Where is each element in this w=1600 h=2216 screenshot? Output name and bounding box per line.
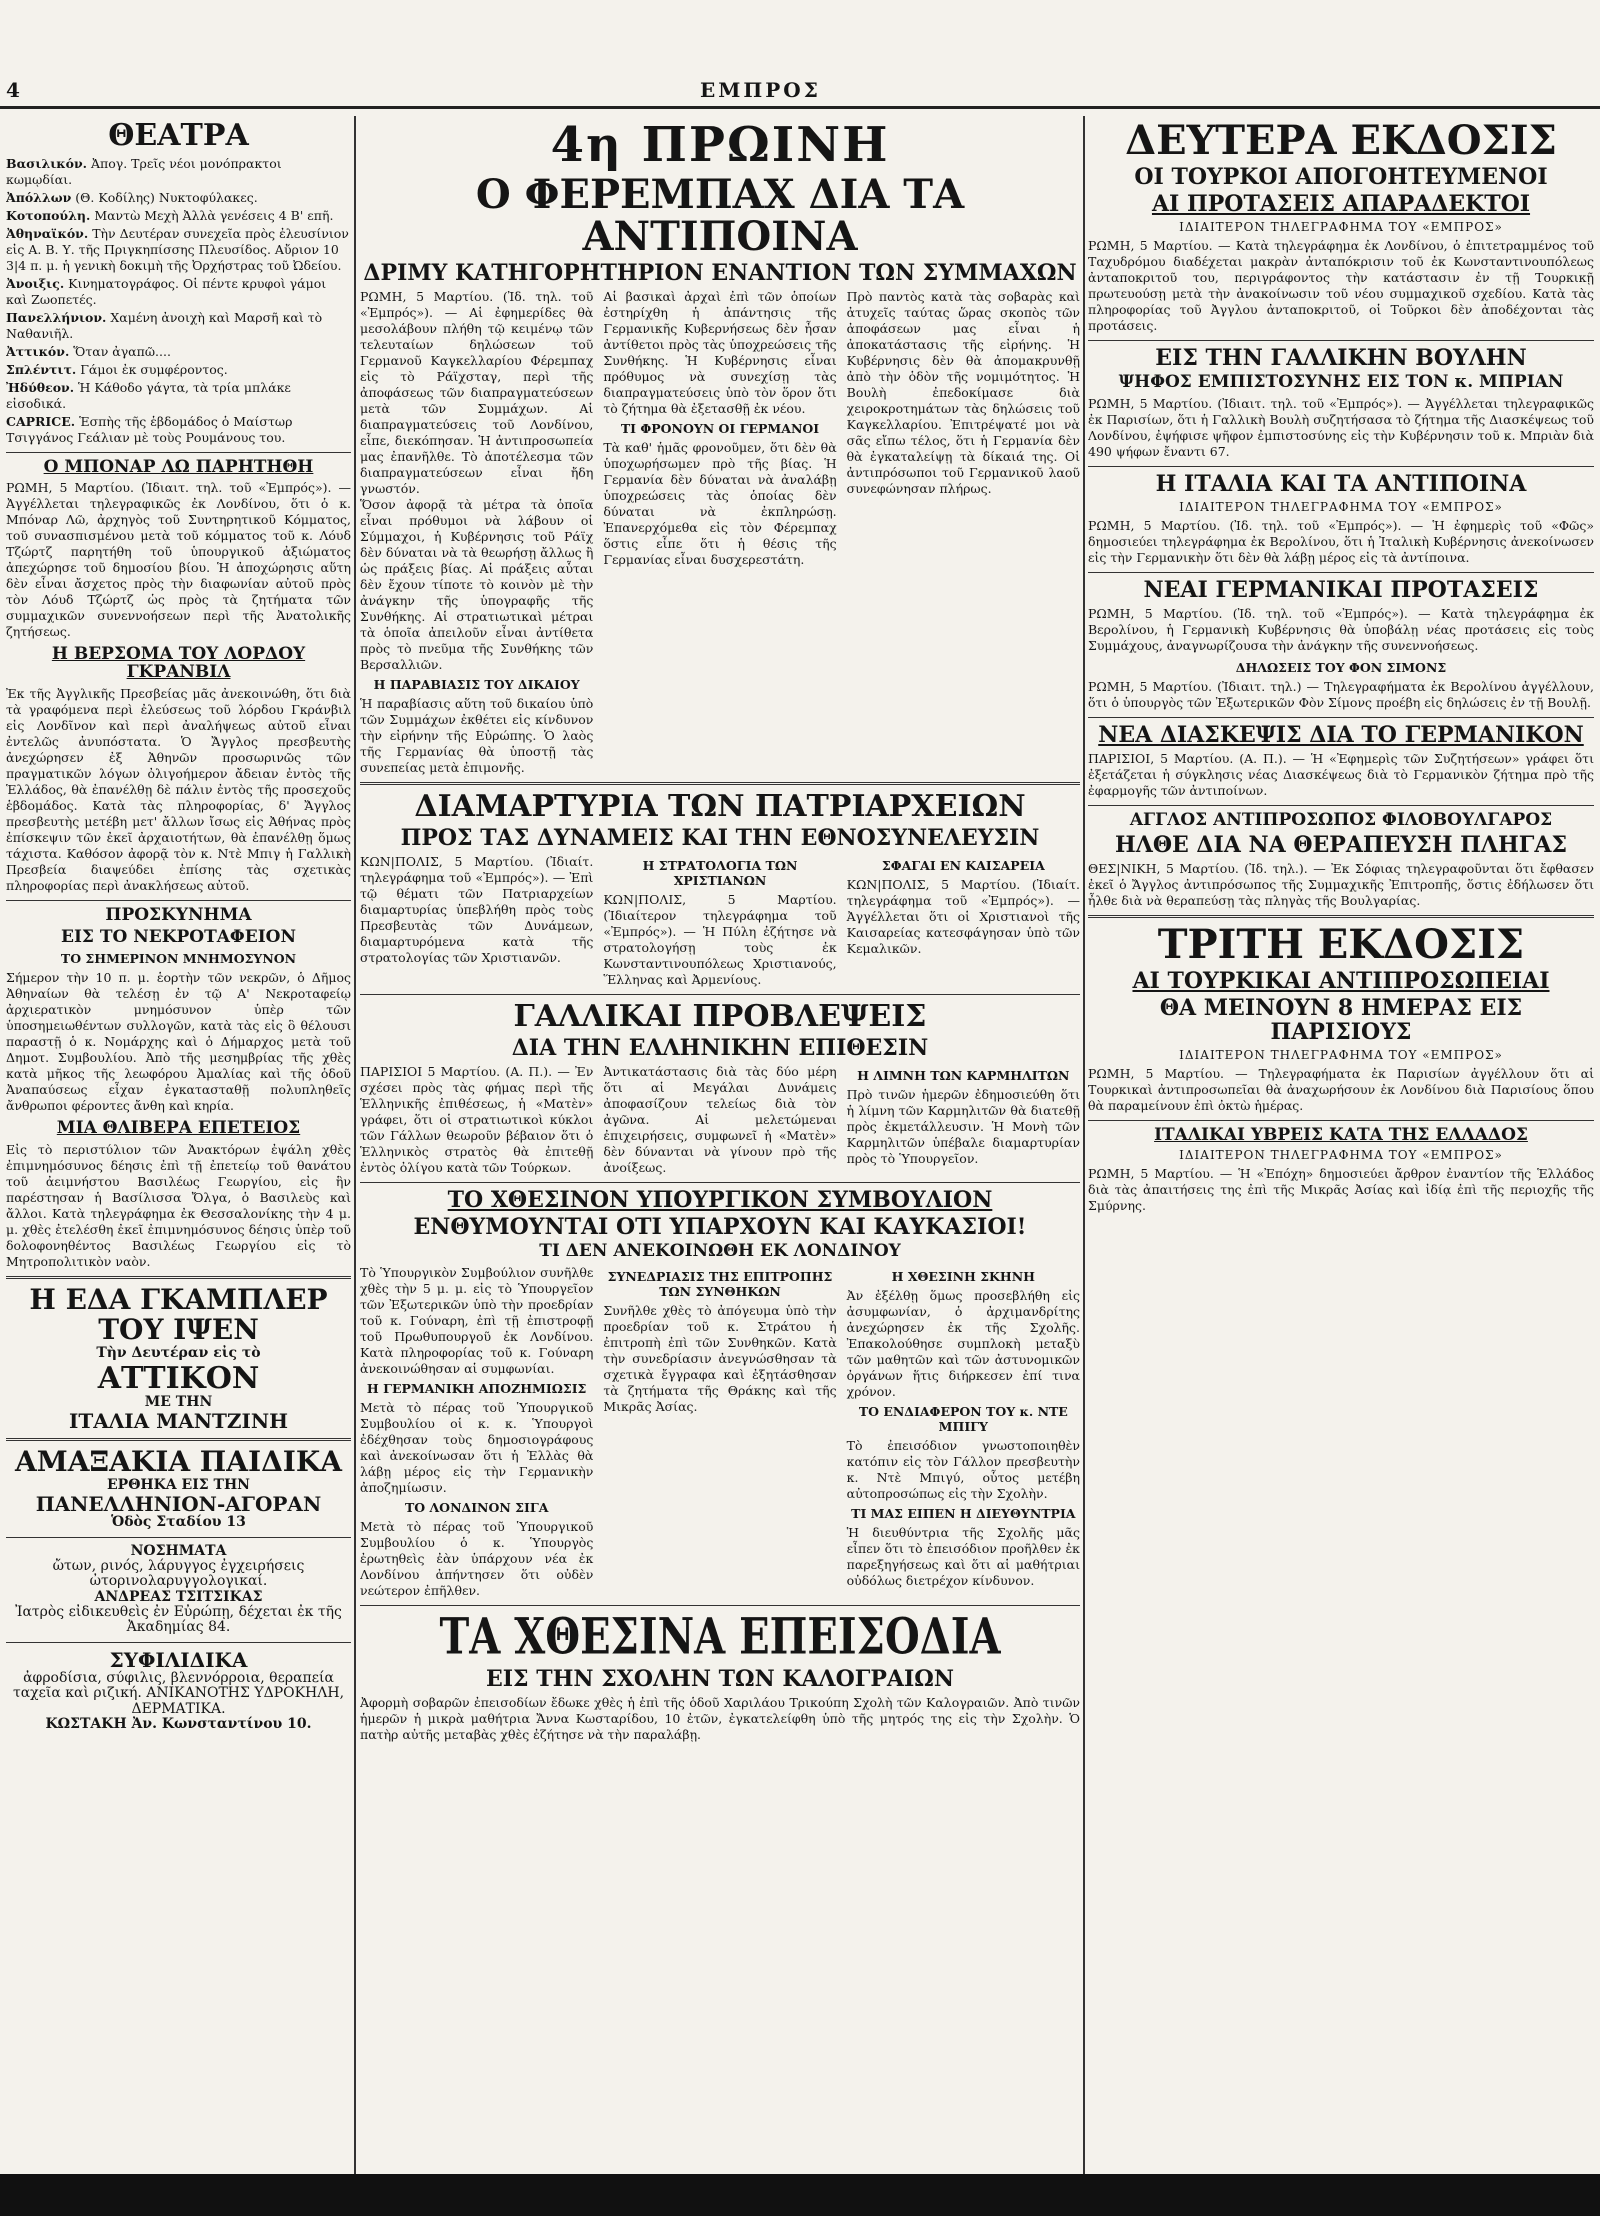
article-subheadline: ΕΙΣ ΤΗΝ ΣΧΟΛΗΝ ΤΩΝ ΚΑΛΟΓΡΑΙΩΝ — [486, 1665, 954, 1692]
edition-title: ΔΕΥΤΕΡΑ ΕΚΔΟΣΙΣ — [1125, 117, 1557, 164]
right-column — [1088, 116, 1594, 2174]
article-body: ΠΑΡΙΣΙΟΙ 5 Μαρτίου. (Α. Π.). — Ἐν σχέσει πρὸς τὰς φήμας περὶ τῆς Ἑλληνικῆς ἐπιθέσεως, ἡ «Ματὲν» γράφει, ὅτι οἱ στρατιωτικοὶ κύκλοι τῶν Γάλλων θεωροῦν βέβαιον ὅτι ὁ Ἑλληνικὸς στρατὸς θὰ ἐπιτεθῇ ἐντὸς ὀλίγου κατὰ τῶν Τούρκων. — [360, 1063, 594, 1175]
article-body: ΚΩΝ|ΠΟΛΙΣ, 5 Μαρτίου. (Ἰδιαίτ. τηλεγράφημα τοῦ «Ἐμπρός»). — Ἀγγέλλεται ὅτι οἱ Χριστιανοὶ τῆς Καισαρείας κατεσφάγησαν ὑπὸ τῶν Κεμαλικῶν. — [846, 877, 1080, 957]
article-body: Μετὰ τὸ πέρας τοῦ Ὑπουργικοῦ Συμβουλίου ὁ κ. Ὑπουργὸς ἐρωτηθεὶς ἐὰν ὑπάρχουν νέα ἐκ Λονδίνου ἀπήντησεν ὅτι οὐδὲν νεώτερον ἐπῆλθεν. — [360, 1518, 594, 1598]
theatre-entry: CAPRICE. Ἑσπὴς τῆς ἑβδομάδος ὁ Μαίστωρ Τσιγγάνος Γεάλιαν μὲ τοὺς Ρουμάνους του. — [6, 413, 293, 445]
edition-title: 4η ΠΡΩΙΝΗ — [550, 117, 890, 173]
article-subheadline: ΔΙΑ ΤΗΝ ΕΛΛΗΝΙΚΗΝ ΕΠΙΘΕΣΙΝ — [511, 1034, 929, 1061]
theatre-listings — [6, 156, 351, 446]
main-headline: Ο ΦΕΡΕΜΠΑΧ ΔΙΑ ΤΑ ΑΝΤΙΠΟΙΝΑ — [475, 171, 965, 261]
article-subheadline: ΕΙΣ ΤΟ ΝΕΚΡΟΤΑΦΕΙΟΝ — [61, 926, 296, 947]
article-body: Ὅσον ἀφορᾷ τὰ μέτρα τὰ ὁποῖα εἶναι πρόθυμοι νὰ λάβουν οἱ Σύμμαχοι, ἡ Κυβέρνησις τοῦ Ράϊχ δὲν δύναται νὰ τὰ θεωρήσῃ ἄλλως ἢ ὡς πράξεις βίας. Αἱ πράξεις αὗται δὲν ἔχουν τίποτε τὸ κοινὸν μὲ τὴν ἀνάγκην τῆς ὑπογραφῆς τῆς Συνθήκης. Αἱ στρατιωτικαὶ μέτραι τὰ ὁποῖα ἀπειλοῦν εἶναι ἀντίθετα πρὸς τὸ πνεῦμα τῆς Συνθήκης τῶν Βερσαλλιῶν. — [360, 497, 594, 673]
council-columns — [360, 1265, 1080, 1599]
article-body: ΠΑΡΙΣΙΟΙ, 5 Μαρτίου. (Α. Π.). — Ἡ «Ἐφημερὶς τῶν Συζητήσεων» γράφει ὅτι ἐξετάζεται ἡ σύγκλησις νέας Διασκέψεως διὰ τὸ Γερμανικὸν ζήτημα πρὸ τῆς ἐφαρμογῆς τῶν ἀντιποίνων. — [1088, 751, 1594, 799]
article-body: ΡΩΜΗ, 5 Μαρτίου. — Ἡ «Ἐπόχη» δημοσιεύει ἄρθρον ἐναντίον τῆς Ἑλλάδος διὰ τὰς ἀπαιτήσεις της ἐπὶ τῆς Μικρᾶς Ἀσίας καὶ ἰδίᾳ ἐπὶ τῆς περιοχῆς τῆς Σμύρνης. — [1088, 1166, 1594, 1214]
article-body: ΡΩΜΗ, 5 Μαρτίου. (Ἰδιαιτ. τηλ.) — Τηλεγραφήματα ἐκ Βερολίνου ἀγγέλλουν, ὅτι ὁ ὑπουργὸς τῶν Ἐξωτερικῶν Φὸν Σίμονς προέβη εἰς δηλώσεις ἐν τῇ Βουλῇ. — [1088, 679, 1594, 711]
article-body: Ἀφορμὴ σοβαρῶν ἐπεισοδίων ἔδωκε χθὲς ἡ ἐπὶ τῆς ὁδοῦ Χαριλάου Τρικούπη Σχολὴ τῶν Καλογραιῶν. Ἀπὸ τινῶν ἡμερῶν ἡ μικρὰ μαθήτρια Ἄννα Κωσταρίδου, 10 ἐτῶν, ἐγκατελείφθη ὑπὸ τῆς μητρός της εἰς τὴν Σχολὴν. Ὁ πατὴρ αὐτῆς μεταβὰς χθὲς ἐζήτησε νὰ τὴν παραλάβῃ. — [360, 1694, 1080, 1742]
article-subheadline: ΕΝΘΥΜΟΥΝΤΑΙ ΟΤΙ ΥΠΑΡΧΟΥΝ ΚΑΙ ΚΑΥΚΑΣΙΟΙ! — [413, 1213, 1027, 1240]
theatre-entry: Ἠδύθεον. Ἡ Κάθοδο γάγτα, τὰ τρία μπλάκε εἰσοδικά. — [6, 379, 291, 411]
article-body: Ἡ διευθύντρια τῆς Σχολῆς μᾶς εἶπεν ὅτι τὸ ἐπεισόδιον προῆλθεν ἐκ παρεξηγήσεως καὶ ὅτι αἱ μαθήτριαι οὐδόλως διετρέχον κίνδυνον. — [846, 1524, 1080, 1588]
article-body: ΚΩΝ|ΠΟΛΙΣ, 5 Μαρτίου. (Ἰδιαίτερον τηλεγράφημα τοῦ «Ἐμπρός»). — Ἡ Πύλη ἐζήτησε νὰ στρατολογήσῃ τοὺς ἐκ Κωνσταντινουπόλεως Χριστιανούς, Ἕλληνας καὶ Ἀρμενίους. — [603, 892, 837, 988]
edition-title: ΤΡΙΤΗ ΕΚΔΟΣΙΣ — [1157, 921, 1525, 969]
article-headline: ΝΕΑ ΔΙΑΣΚΕΨΙΣ ΔΙΑ ΤΟ ΓΕΡΜΑΝΙΚΟΝ — [1098, 722, 1584, 749]
lead-article-columns — [360, 289, 1080, 776]
theatre-entry: Ἀθηναϊκόν. Τὴν Δευτέραν συνεχεῖα πρὸς ἐλευσίνιον εἰς Α. Β. Υ. τῆς Πριγκηπίσσης Πλευσίδος. Αὔριον 10 3|4 π. μ. ἡ γενικὴ δοκιμὴ τῆς Ὀρχήστρας τοῦ Ὠδείου. — [6, 225, 349, 273]
article-body: ΡΩΜΗ, 5 Μαρτίου. (Ἰδ. τηλ. τοῦ «Ἐμπρός»). — Κατὰ τηλεγράφημα ἐκ Βερολίνου, ἡ Γερμανικὴ Κυβέρνησις θὰ ὑποβάλῃ νέας προτάσεις εἰς τοὺς Συμμάχους, ἀναγνωρίζουσα τὴν ἀνάγκην τῆς συνεννοήσεως. — [1088, 606, 1594, 654]
article-body: ΡΩΜΗ, 5 Μαρτίου. (Ἰδιαιτ. τηλ. τοῦ «Ἐμπρός»). — Ἀγγέλλεται τηλεγραφικῶς ἐκ Λονδίνου, ὅτι ὁ κ. Μπόναρ Λῶ, ἀρχηγὸς τοῦ Συντηρητικοῦ Κόμματος, τοῦ συνασπισμένου μετὰ τοῦ κόμματος τοῦ κ. Λόυδ Τζώρτζ παρητήθη τοῦ ὑπουργικοῦ ἀξιώματος ἀπεχώρησε τοῦ δημοσίου βίου. Ἡ ἀποχώρησις αὕτη δὲν εἶναι ἄσχετος πρὸς τὴν διαφωνίαν αὐτοῦ πρὸς τὸν Λόυδ Τζώρτζ ὡς πρὸς τὰ ζητήματα τῶν συμμαχικῶν συνεννοήσεων περὶ τῆς Ἀνατολικῆς ζητήσεως. — [6, 480, 351, 640]
center-column — [360, 116, 1080, 2174]
dispatch-label: ΙΔΙΑΙΤΕΡΟΝ ΤΗΛΕΓΡΑΦΗΜΑ ΤΟΥ «ΕΜΠΡΟΣ» — [1179, 220, 1503, 235]
dispatch-label: ΙΔΙΑΙΤΕΡΟΝ ΤΗΛΕΓΡΑΦΗΜΑ ΤΟΥ «ΕΜΠΡΟΣ» — [1179, 1148, 1503, 1163]
page-number: 4 — [6, 78, 20, 102]
theatre-entry: Σπλέντιτ. Γάμοι ἐκ συμφέροντος. — [6, 361, 228, 377]
theatre-entry: Βασιλικόν. Ἀπογ. Τρεῖς νέοι μονόπρακτοι κωμῳδίαι. — [6, 155, 282, 187]
article-subheadline: ΔΗΛΩΣΕΙΣ ΤΟΥ ΦΟΝ ΣΙΜΟΝΣ — [1235, 660, 1447, 676]
article-body: Σήμερον τὴν 10 π. μ. ἑορτὴν τῶν νεκρῶν, ὁ Δῆμος Ἀθηναίων θὰ τελέσῃ ἐν τῷ Α' Νεκροταφείῳ ἀρχιερατικὸν μνημόσυνον ὑπὲρ τῶν ὑποσημειωθέντων συλλογῶν, κατὰ τὰς εἰς ὃ θέλουσι παραστῇ ὁ κ. Νομάρχης καὶ ὁ Δήμαρχος μετὰ τοῦ Δημοτ. Συμβουλίου. Ἀπὸ τῆς μεσημβρίας τῆς χθὲς κατὰ μῆκος τῆς λεωφόρου Ἀμαλίας καὶ τῆς ὁδοῦ Ἀναπαύσεως εἶχαν ἐγκατασταθῇ πολυπληθεῖς ἄνθρωποι φέροντες ἄνθη καὶ κηρία. — [6, 969, 351, 1113]
article-subheadline: ΨΗΦΟΣ ΕΜΠΙΣΤΟΣΥΝΗΣ ΕΙΣ ΤΟΝ κ. ΜΠΡΙΑΝ — [1118, 372, 1564, 393]
doctor-advertisement: ΝΟΣΗΜΑΤΑ ὤτων, ρινός, λάρυγγος ἐγχειρήσεις ὠτορινολαρυγγολογικαί. ΑΝΔΡΕΑΣ ΤΣΙΤΣΙΚΑΣ Ἰατρὸς εἰδικευθεὶς ἐν Εὐρώπῃ, δέχεται ἐκ τῆς Ἀκαδημίας 84. — [15, 1542, 342, 1636]
article-subheadline: ΠΡΟΣ ΤΑΣ ΔΥΝΑΜΕΙΣ ΚΑΙ ΤΗΝ ΕΘΝΟΣΥΝΕΛΕΥΣΙΝ — [400, 824, 1040, 851]
article-body: ΡΩΜΗ, 5 Μαρτίου. — Τηλεγραφήματα ἐκ Παρισίων ἀγγέλλουν ὅτι αἱ Τουρκικαὶ ἀντιπροσωπεῖαι θὰ ἀναχωρήσουν ἐκ Λονδίνου διὰ Παρισίους ὅπου θὰ παραμείνουν ἐπὶ ὀκτὼ ἡμέρας. — [1088, 1065, 1594, 1113]
article-body: Ἀντικατάστασις διὰ τὰς δύο μέρη ὅτι αἱ Μεγάλαι Δυνάμεις ἀποφασίζουν τελείως διὰ τὸν ἀγῶνα. Αἱ μελετώμεναι ἐπιχειρήσεις, συμφωνεῖ ἡ «Ματὲν» δὲν δύνανται νὰ γίνουν πρὸ τῆς ἀνοίξεως. — [603, 1063, 837, 1175]
article-subheadline: ΑΙ ΠΡΟΤΑΣΕΙΣ ΑΠΑΡΑΔΕΚΤΟΙ — [1151, 191, 1531, 218]
theatre-entry: Ἀπόλλων (Θ. Κοδίλης) Νυκτοφύλακες. — [6, 189, 258, 205]
article-body: Ἐκ τῆς Ἀγγλικῆς Πρεσβείας μᾶς ἀνεκοινώθη, ὅτι διὰ τὰ γραφόμενα περὶ ἐλεύσεως τοῦ λόρδου Γκράνβιλ εἰς Λονδῖνον καὶ περὶ ἀναλήψεως αὐτοῦ εἶναι ἐντελῶς ἀνυπόστατα. Ὁ Ἄγγλος πρεσβευτὴς ἀνεχώρησεν ἐξ Ἀθηνῶν προσωρινῶς τῶν πραγματικῶν λόγων ὀλιγοήμερον ἄδειαν ἐντὸς τῆς Ἑλλάδος, θὰ ἐπανέλθῃ δὲ πάλιν ἐντὸς τῆς προσεχοῦς ἑβδομάδος. Κατὰ τὰς πληροφορίας, δ' Ἄγγλος πρεσβευτὴς μετέβη μετ' ἄλλων ἴσως εἰς Ἀθήνας πρὸς ἐπίσκεψιν τῶν ἐκεῖ ἀρχαιοτήτων, θὰ ἐπανέλθῃ ὅμως τάχιστα. Καθόσον ἀφορᾷ τὸν κ. Ντὲ Μπιγ ἡ Γαλλικὴ Πρεσβεία διαψεύδει ἐπίσης τὰς σχετικὰς πληροφορίας περὶ ἀνακλήσεως αὐτοῦ. — [6, 686, 351, 894]
article-headline: ΕΙΣ ΤΗΝ ΓΑΛΛΙΚΗΝ ΒΟΥΛΗΝ — [1155, 345, 1527, 372]
article-subheadline: Η ΓΕΡΜΑΝΙΚΗ ΑΠΟΖΗΜΙΩΣΙΣ — [366, 1380, 587, 1396]
article-subheadline: ΗΛΘΕ ΔΙΑ ΝΑ ΘΕΡΑΠΕΥΣΗ ΠΛΗΓΑΣ — [1114, 832, 1568, 859]
column-divider-2 — [1083, 116, 1085, 2174]
theatres-title: ΘΕΑΤΡΑ — [108, 118, 249, 153]
article-headline: ΙΤΑΛΙΚΑΙ ΥΒΡΕΙΣ ΚΑΤΑ ΤΗΣ ΕΛΛΑΔΟΣ — [1154, 1124, 1528, 1145]
dispatch-label: ΙΔΙΑΙΤΕΡΟΝ ΤΗΛΕΓΡΑΦΗΜΑ ΤΟΥ «ΕΜΠΡΟΣ» — [1179, 1047, 1503, 1062]
article-headline: Η ΙΤΑΛΙΑ ΚΑΙ ΤΑ ΑΝΤΙΠΟΙΝΑ — [1155, 471, 1527, 498]
article-body: Εἰς τὸ περιστύλιον τῶν Ἀνακτόρων ἐψάλη χθὲς ἐπιμνημόσυνος δέησις ἐπὶ τῇ ἐπετείῳ τοῦ θανάτου τοῦ ἀειμνήστου Βασιλέως Γεωργίου, εἰς ἣν παρέστησαν ἡ Βασίλισσα Ὄλγα, ὁ Βασιλεὺς καὶ ἄλλοι. Κατὰ τηλεγράφημα ἐκ Θεσσαλονίκης τὴν 4 μ. μ. χθὲς ἐτελέσθη ἐκεῖ ἐπιμνημόσυνος δέησις ὑπὲρ τοῦ δολοφονηθέντος Βασιλέως Γεωργίου εἰς τὸ Μητροπολιτικὸν ναὸν. — [6, 1141, 351, 1269]
article-body: Πρὸ παντὸς κατὰ τὰς σοβαρὰς καὶ ἀτυχεῖς ταύτας ὥρας σκοπὸς τῶν ἀποφάσεων μας εἶναι ἡ ἀποκατάστασις τῆς εἰρήνης. Ἡ Κυβέρνησις δὲν θὰ ἀπομακρυνθῇ ἀπὸ τὴν ὁδὸν τῆς νομιμότητος. Ἡ Βουλὴ ἐπεδοκίμασε διὰ χειροκροτημάτων τὰς δηλώσεις τοῦ Καγκελλαρίου. Ἐπιτρέψατέ μοι νὰ σᾶς εἴπω τέλος, ὅτι ἡ Γερμανία δὲν θὰ ἐγκαταλείψῃ τὰ δίκαιά της. Οἱ ἀντιπρόσωποι τοῦ Γερμανικοῦ λαοῦ συνεφώνησαν πλήρως. — [846, 289, 1080, 497]
masthead — [0, 66, 1600, 116]
article-body: Τὸ Ὑπουργικὸν Συμβούλιον συνῆλθε χθὲς τὴν 5 μ. μ. εἰς τὸ Ὑπουργεῖον τῶν Ἐξωτερικῶν ὑπὸ τὴν προεδρίαν τοῦ κ. Γούναρη, ἐπὶ τῇ ἐπιστροφῇ τοῦ Πρωθυπουργοῦ ἐκ Λονδίνου. Κατὰ πληροφορίας τοῦ κ. Γούναρη ἀνεκοινώθησαν αἱ συμφωνίαι. — [360, 1264, 594, 1376]
article-headline: ΓΑΛΛΙΚΑΙ ΠΡΟΒΛΕΨΕΙΣ — [513, 999, 927, 1035]
theatre-advertisement: Η ΕΔΑ ΓΚΑΜΠΛΕΡ ΤΟΥ ΙΨΕΝ Τὴν Δευτέραν εἰς τὸ ΑΤΤΙΚΟΝ ΜΕ ΤΗΝ ΙΤΑΛΙΑ ΜΑΝΤΖΙΝΗ — [29, 1282, 328, 1433]
left-column — [6, 116, 351, 2174]
french-columns — [360, 1064, 1080, 1176]
dispatch-label: ΙΔΙΑΙΤΕΡΟΝ ΤΗΛΕΓΡΑΦΗΜΑ ΤΟΥ «ΕΜΠΡΟΣ» — [1179, 500, 1503, 515]
article-subheadline: Η ΛΙΜΝΗ ΤΩΝ ΚΑΡΜΗΛΙΤΩΝ — [857, 1067, 1070, 1083]
article-body: ΚΩΝ|ΠΟΛΙΣ, 5 Μαρτίου. (Ἰδιαίτ. τηλεγράφημα τοῦ «Ἐμπρός»). — Ἐπὶ τῷ θέματι τῶν Πατριαρχείων διαμαρτυρίας ὑπεβλήθη πρὸς τοὺς Πρεσβευτὰς τῶν Δυνάμεων, διαμαρτυρόμενα κατὰ τῆς στρατολογίας τῶν Χριστιανῶν. — [360, 854, 594, 966]
article-headline: Η ΒΕΡΣΟΜΑ ΤΟΥ ΛΟΡΔΟΥ ΓΚΡΑΝΒΙΛ — [51, 644, 306, 683]
article-subheadline: Η ΣΤΡΑΤΟΛΟΓΙΑ ΤΩΝ ΧΡΙΣΤΙΑΝΩΝ — [642, 858, 798, 889]
article-subheadline: ΤΙ ΔΕΝ ΑΝΕΚΟΙΝΩΘΗ ΕΚ ΛΟΝΔΙΝΟΥ — [539, 1240, 901, 1261]
article-headline: ΟΙ ΤΟΥΡΚΟΙ ΑΠΟΓΟΗΤΕΥΜΕΝΟΙ — [1134, 164, 1548, 190]
theatre-entry: Κοτοπούλη. Μαντὼ Μεχὴ Ἀλλὰ γενέσεις 4 Β' επῆ. — [6, 207, 334, 223]
article-subheadline: ΘΑ ΜΕΙΝΟΥΝ 8 ΗΜΕΡΑΣ ΕΙΣ ΠΑΡΙΣΙΟΥΣ — [1159, 995, 1523, 1045]
article-headline: ΝΕΑΙ ΓΕΡΜΑΝΙΚΑΙ ΠΡΟΤΑΣΕΙΣ — [1143, 577, 1539, 604]
article-body: Τὸ ἐπεισόδιον γνωστοποιηθὲν κατόπιν εἰς τὸν Γάλλον πρεσβευτὴν κ. Ντὲ Μπιγύ, οὗτος μετέβη αὐτοπροσώπως εἰς τὴν Σχολὴν. — [846, 1437, 1080, 1501]
article-body: ΡΩΜΗ, 5 Μαρτίου. (Ἰδιαιτ. τηλ. τοῦ «Ἐμπρός»). — Ἀγγέλλεται τηλεγραφικῶς ἐκ Παρισίων, ὅτι ἡ Γαλλικὴ Βουλὴ συζητήσασα τὸ ζήτημα τῆς Διασκέψεως τοῦ Λονδίνου, ἐψήφισε ψῆφον ἐμπιστοσύνης εἰς τὴν Κυβέρνησιν τοῦ κ. Μπριὰν διὰ 490 ψήφων ἔναντι 67. — [1088, 396, 1594, 460]
article-body: ΡΩΜΗ, 5 Μαρτίου. (Ἰδ. τηλ. τοῦ «Ἐμπρός»). — Ἡ ἐφημερὶς τοῦ «Φῶς» δημοσιεύει τηλεγράφημα ἐκ Βερολίνου, ὅτι ἡ Ἰταλικὴ Κυβέρνησις ἀνεκοίνωσεν εἰς τὴν Γερμανικὴν ὅτι δὲν θὰ λάβῃ μέρος εἰς τὰ ἀντίποινα. — [1088, 518, 1594, 566]
article-body: ΡΩΜΗ, 5 Μαρτίου. — Κατὰ τηλεγράφημα ἐκ Λονδίνου, ὁ ἐπιτετραμμένος τοῦ Ταχυδρόμου διαδέχεται μακρὰν ἀνταπόκρισιν τοῦ ἐκ Κωνσταντινουπόλεως ἀνταποκριτοῦ του, περιγράφοντος τὴν κατάστασιν ἐν τῇ Τουρκικῇ πρωτευούσῃ μετὰ τὴν ἀνακοίνωσιν τοῦ νέου συμμαχικοῦ σχεδίου. Κατὰ τὰς πληροφορίας τοῦ Ἀγγλου ἀνταποκριτοῦ, οἱ Τοῦρκοι δὲν ἀποδέχονται τὰς προτάσεις. — [1088, 238, 1594, 334]
shop-advertisement: ΑΜΑΞΑΚΙΑ ΠΑΙΔΙΚΑ ΕΡΘΗΚΑ ΕΙΣ ΤΗΝ ΠΑΝΕΛΛΗΝΙΟΝ-ΑΓΟΡΑΝ Ὁδὸς Σταδίου 13 — [15, 1444, 342, 1531]
masthead-rule — [0, 106, 1600, 109]
scan-edge-bar — [0, 2174, 1600, 2216]
theatre-entry: Πανελλήνιον. Χαμένη ἀνοιχὴ καὶ Μαρσῆ καὶ τὸ Ναθανιῆλ. — [6, 309, 323, 341]
article-subheadline: ΣΥΝΕΔΡΙΑΣΙΣ ΤΗΣ ΕΠΙΤΡΟΠΗΣ ΤΩΝ ΣΥΝΘΗΚΩΝ — [607, 1268, 833, 1299]
article-subheadline: ΤΟ ΣΗΜΕΡΙΝΟΝ ΜΝΗΜΟΣΥΝΟΝ — [60, 950, 297, 966]
article-body: Ἀν ἐξέλθῃ ὅμως προσεβλήθη εἰς ἀσυμφωνίαν, ὁ ἀρχιμανδρίτης ἀνεχώρησεν ἐκ τῆς Σχολῆς. Ἐπακολούθησε συμπλοκὴ μεταξὺ τῶν μαθητῶν καὶ τῶν ἀστυνομικῶν ὀργάνων ἥτις διήρκεσεν ἐπί τινα χρόνον. — [846, 1287, 1080, 1399]
article-headline: ΑΓΓΛΟΣ ΑΝΤΙΠΡΟΣΩΠΟΣ ΦΙΛΟΒΟΥΛΓΑΡΟΣ — [1129, 810, 1553, 831]
article-headline: ΤΑ ΧΘΕΣΙΝΑ ΕΠΕΙΣΟΔΙΑ — [439, 1606, 1001, 1666]
article-subheadline: Η ΠΑΡΑΒΙΑΣΙΣ ΤΟΥ ΔΙΚΑΙΟΥ — [373, 677, 580, 693]
article-body: ΡΩΜΗ, 5 Μαρτίου. (Ἰδ. τηλ. τοῦ «Ἐμπρός»). — Αἱ ἐφημερίδες θὰ μεσολάβουν πλήθη τῷ κειμένῳ τῶν τελευταίων δηλώσεων τοῦ Γερμανοῦ Καγκελλαρίου Φέρεμπαχ εἰς τὸ Ράϊχσταγ, περὶ τῆς ἀποφάσεως τῶν διαπραγματεύσεων μετὰ τῶν Συμμάχων. Αἱ διαπραγματεύσεις τοῦ Λονδίνου, εἶπε, διεκόπησαν. Ἡ ἀντιπροσωπεία μας ἐπανῆλθε. Τὸ ἀποτέλεσμα τῶν διαπραγματεύσεων εἶναι ἤδη γνωστόν. — [360, 289, 594, 497]
theatre-entry: Ἀνοιξις. Κινηματογράφος. Οἱ πέντε κρυφοὶ γάμοι καὶ Ζωοπετές. — [6, 275, 327, 307]
article-body: Αἱ βασικαὶ ἀρχαὶ ἐπὶ τῶν ὁποίων ἐστηρίχθη ἡ ἀπάντησις τῆς Γερμανικῆς Κυβερνήσεως δὲν ἦσαν ἀντίθετοι πρὸς τὰς ὑποχρεώσεις τῆς Συνθήκης. Ἡ Κυβέρνησις εἶναι πρόθυμος νὰ συνεχίσῃ τὰς διαπραγματεύσεις ὑπὸ τὸν ὅρον ὅτι τὸ ζήτημα θὰ ἐξετασθῇ ἐκ νέου. — [603, 289, 837, 417]
article-headline: Ο ΜΠΟΝΑΡ ΛΩ ΠΑΡΗΤΗΘΗ — [43, 456, 314, 477]
article-subheadline: ΣΦΑΓΑΙ ΕΝ ΚΑΙΣΑΡΕΙΑ — [881, 858, 1045, 874]
article-body: Ἡ παραβίασις αὕτη τοῦ δικαίου ὑπὸ τῶν Συμμάχων ἐκθέτει εἰς κίνδυνον τὴν εἰρήνην τῆς Εὐρώπης. Ὁ λαὸς τῆς Γερμανίας θὰ ὑποστῇ τὰς συνεπείας μετὰ ἐπιμονῆς. — [360, 696, 594, 776]
clinic-advertisement: ΣΥΦΙΛΙΔΙΚΑ ἀφροδίσια, σύφιλις, βλεννόρροια, θεραπεία ταχεῖα καὶ ριζική. ΑΝΙΚΑΝΟΤΗΣ ΥΔΡΟΚΗΛΗ, ΔΕΡΜΑΤΙΚΑ. ΚΩΣΤΑΚΗ Ἀν. Κωνσταντίνου 10. — [12, 1647, 345, 1733]
article-subheadline: ΤΟ ΛΟΝΔΙΝΟΝ ΣΙΓΑ — [404, 1499, 549, 1515]
article-headline: ΑΙ ΤΟΥΡΚΙΚΑΙ ΑΝΤΙΠΡΟΣΩΠΕΙΑΙ — [1132, 968, 1550, 995]
article-subheadline: Η ΧΘΕΣΙΝΗ ΣΚΗΝΗ — [891, 1268, 1035, 1284]
protest-columns — [360, 854, 1080, 988]
article-headline: ΜΙΑ ΘΛΙΒΕΡΑ ΕΠΕΤΕΙΟΣ — [56, 1117, 301, 1138]
article-body: Πρὸ τινῶν ἡμερῶν ἐδημοσιεύθη ὅτι ἡ λίμνη τῶν Καρμηλιτῶν θὰ διατεθῇ πρὸς ἐκμετάλλευσιν. Ἡ Μονὴ τῶν Καρμηλιτῶν ὑπέβαλε διαμαρτυρίαν πρὸς τὸ Ὑπουργεῖον. — [846, 1086, 1080, 1166]
article-body: Μετὰ τὸ πέρας τοῦ Ὑπουργικοῦ Συμβουλίου οἱ κ. κ. Ὑπουργοὶ ἐδέχθησαν τοὺς δημοσιογράφους καὶ ἀνεκοίνωσαν ὅτι ἡ Ἑλλὰς θὰ λάβῃ μέρος εἰς τὴν Γερμανικὴν ἀποζημίωσιν. — [360, 1399, 594, 1495]
column-divider-1 — [354, 116, 356, 2174]
article-headline: ΤΟ ΧΘΕΣΙΝΟΝ ΥΠΟΥΡΓΙΚΟΝ ΣΥΜΒΟΥΛΙΟΝ — [447, 1186, 993, 1213]
article-body: Συνῆλθε χθὲς τὸ ἀπόγευμα ὑπὸ τὴν προεδρίαν τοῦ κ. Στράτου ἡ ἐπιτροπὴ ἐπὶ τῶν Συνθηκῶν. Κατὰ τὴν συνεδρίασιν ἀνεγνώσθησαν τὰ σχετικὰ ἔγγραφα καὶ ἐξητάσθησαν τὰ ζητήματα τῆς Θράκης καὶ τῆς Μικρᾶς Ἀσίας. — [603, 1302, 837, 1414]
main-subheadline: ΔΡΙΜΥ ΚΑΤΗΓΟΡΗΤΗΡΙΟΝ ΕΝΑΝΤΙΟΝ ΤΩΝ ΣΥΜΜΑΧΩΝ — [363, 260, 1077, 287]
article-subheadline: ΤΙ ΦΡΟΝΟΥΝ ΟΙ ΓΕΡΜΑΝΟΙ — [620, 421, 820, 437]
newspaper-name: ΕΜΠΡΟΣ — [700, 78, 821, 102]
article-body: Τὰ καθ' ἡμᾶς φρονοῦμεν, ὅτι δὲν θὰ ὑποχωρήσωμεν πρὸ τῆς βίας. Ἡ Γερμανία δὲν δύναται νὰ ἀναλάβῃ ὑποχρεώσεις τὰς ὁποίας δὲν δύναται νὰ ἐκπληρώσῃ. Ἐπανερχόμεθα εἰς τὸν Φέρεμπαχ ὅστις εἶπε ὅτι ἡ θέσις τῆς Γερμανίας εἶναι δυσχερεστάτη. — [603, 440, 837, 568]
article-subheadline: ΤΟ ΕΝΔΙΑΦΕΡΟΝ ΤΟΥ κ. ΝΤΕ ΜΠΙΓΥ — [858, 1403, 1068, 1434]
article-headline: ΠΡΟΣΚΥΝΗΜΑ — [105, 905, 252, 926]
article-headline: ΔΙΑΜΑΡΤΥΡΙΑ ΤΩΝ ΠΑΤΡΙΑΡΧΕΙΩΝ — [414, 789, 1026, 825]
article-subheadline: ΤΙ ΜΑΣ ΕΙΠΕΝ Η ΔΙΕΥΘΥΝΤΡΙΑ — [851, 1505, 1076, 1521]
article-body: ΘΕΣ|ΝΙΚΗ, 5 Μαρτίου. (Ἰδ. τηλ.). — Ἐκ Σόφιας τηλεγραφοῦνται ὅτι ἔφθασεν ἐκεῖ ὁ Ἄγγλος ἀντιπρόσωπος τῆς Συμμαχικῆς Ἐπιτροπῆς, ὅστις ἐδήλωσεν ὅτι ἦλθε διὰ νὰ θεραπεύσῃ τὰς πληγὰς τῆς Βουλγαρίας. — [1088, 861, 1594, 909]
theatre-entry: Ἀττικόν. Ὅταν ἀγαπῶ.... — [6, 343, 171, 359]
